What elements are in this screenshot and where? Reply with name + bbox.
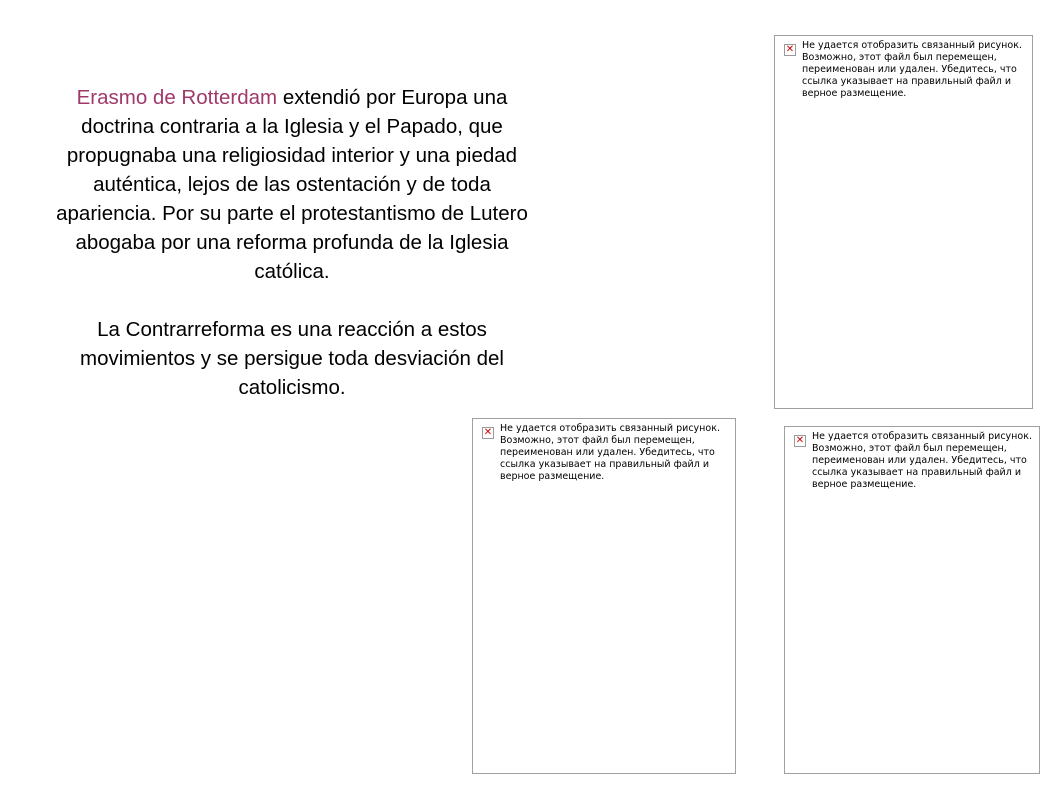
broken-image-placeholder-bottom-middle bbox=[472, 418, 736, 774]
body-text bbox=[52, 83, 532, 402]
broken-image-message: Не удается отобразить связанный рисунок. Возможно, этот файл был перемещен, переименован или удален. Убедитесь, что ссылка указывает на правильный файл и верное размещение. bbox=[500, 423, 720, 482]
broken-image-placeholder-top-right bbox=[774, 35, 1033, 409]
broken-image-placeholder-bottom-right bbox=[784, 426, 1040, 774]
paragraph-erasmo bbox=[52, 83, 532, 286]
broken-image-x-icon: ✕ bbox=[483, 427, 493, 438]
broken-image-x-icon: ✕ bbox=[785, 44, 795, 55]
paragraph-erasmo-text: extendió por Europa una doctrina contraria a la Iglesia y el Papado, que propugnaba una religiosidad interior y una piedad auténtica, lejos de las ostentación y de toda apariencia. Por su parte el protestantismo de Lutero abogaba por una reforma profunda de la Iglesia católica. bbox=[56, 86, 528, 283]
highlighted-name: Erasmo de Rotterdam bbox=[76, 86, 278, 109]
broken-image-message: Не удается отобразить связанный рисунок. Возможно, этот файл был перемещен, переименован или удален. Убедитесь, что ссылка указывает на правильный файл и верное размещение. bbox=[802, 40, 1022, 99]
paragraph-contrarreforma: La Contrarreforma es una reacción a estos movimientos y se persigue toda desviación del catolicismo. bbox=[80, 318, 504, 399]
broken-image-message: Не удается отобразить связанный рисунок. Возможно, этот файл был перемещен, переименован или удален. Убедитесь, что ссылка указывает на правильный файл и верное размещение. bbox=[812, 431, 1032, 490]
broken-image-x-icon: ✕ bbox=[795, 435, 805, 446]
